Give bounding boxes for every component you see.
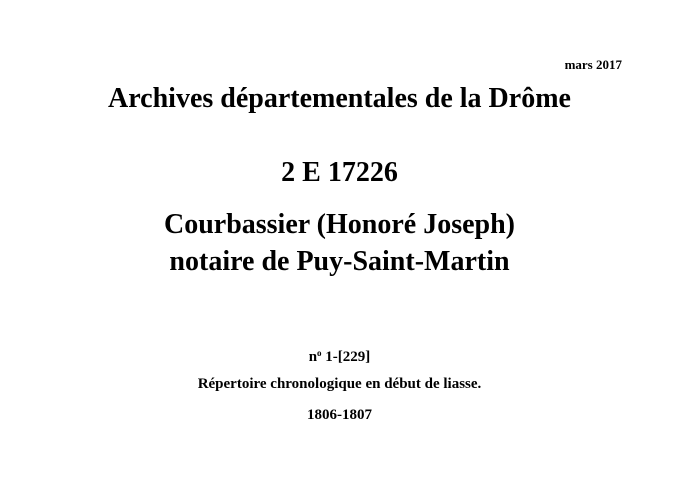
item-number (0, 344, 679, 366)
item-dates: 1806-1807 (307, 407, 372, 423)
notary-role: notaire de Puy-Saint-Martin (169, 246, 510, 277)
item-description: Répertoire chronologique en début de liasse. (197, 376, 482, 392)
item-number-value: 1-[229] (321, 349, 371, 365)
notary-name: Courbassier (Honoré Joseph) (163, 209, 516, 240)
item-number-superscript: o (317, 348, 322, 358)
document-date: mars 2017 (564, 57, 622, 72)
institution-title: Archives départementales de la Drôme (108, 83, 571, 114)
item-number-prefix: n (308, 349, 318, 365)
archive-reference: 2 E 17226 (281, 157, 398, 188)
